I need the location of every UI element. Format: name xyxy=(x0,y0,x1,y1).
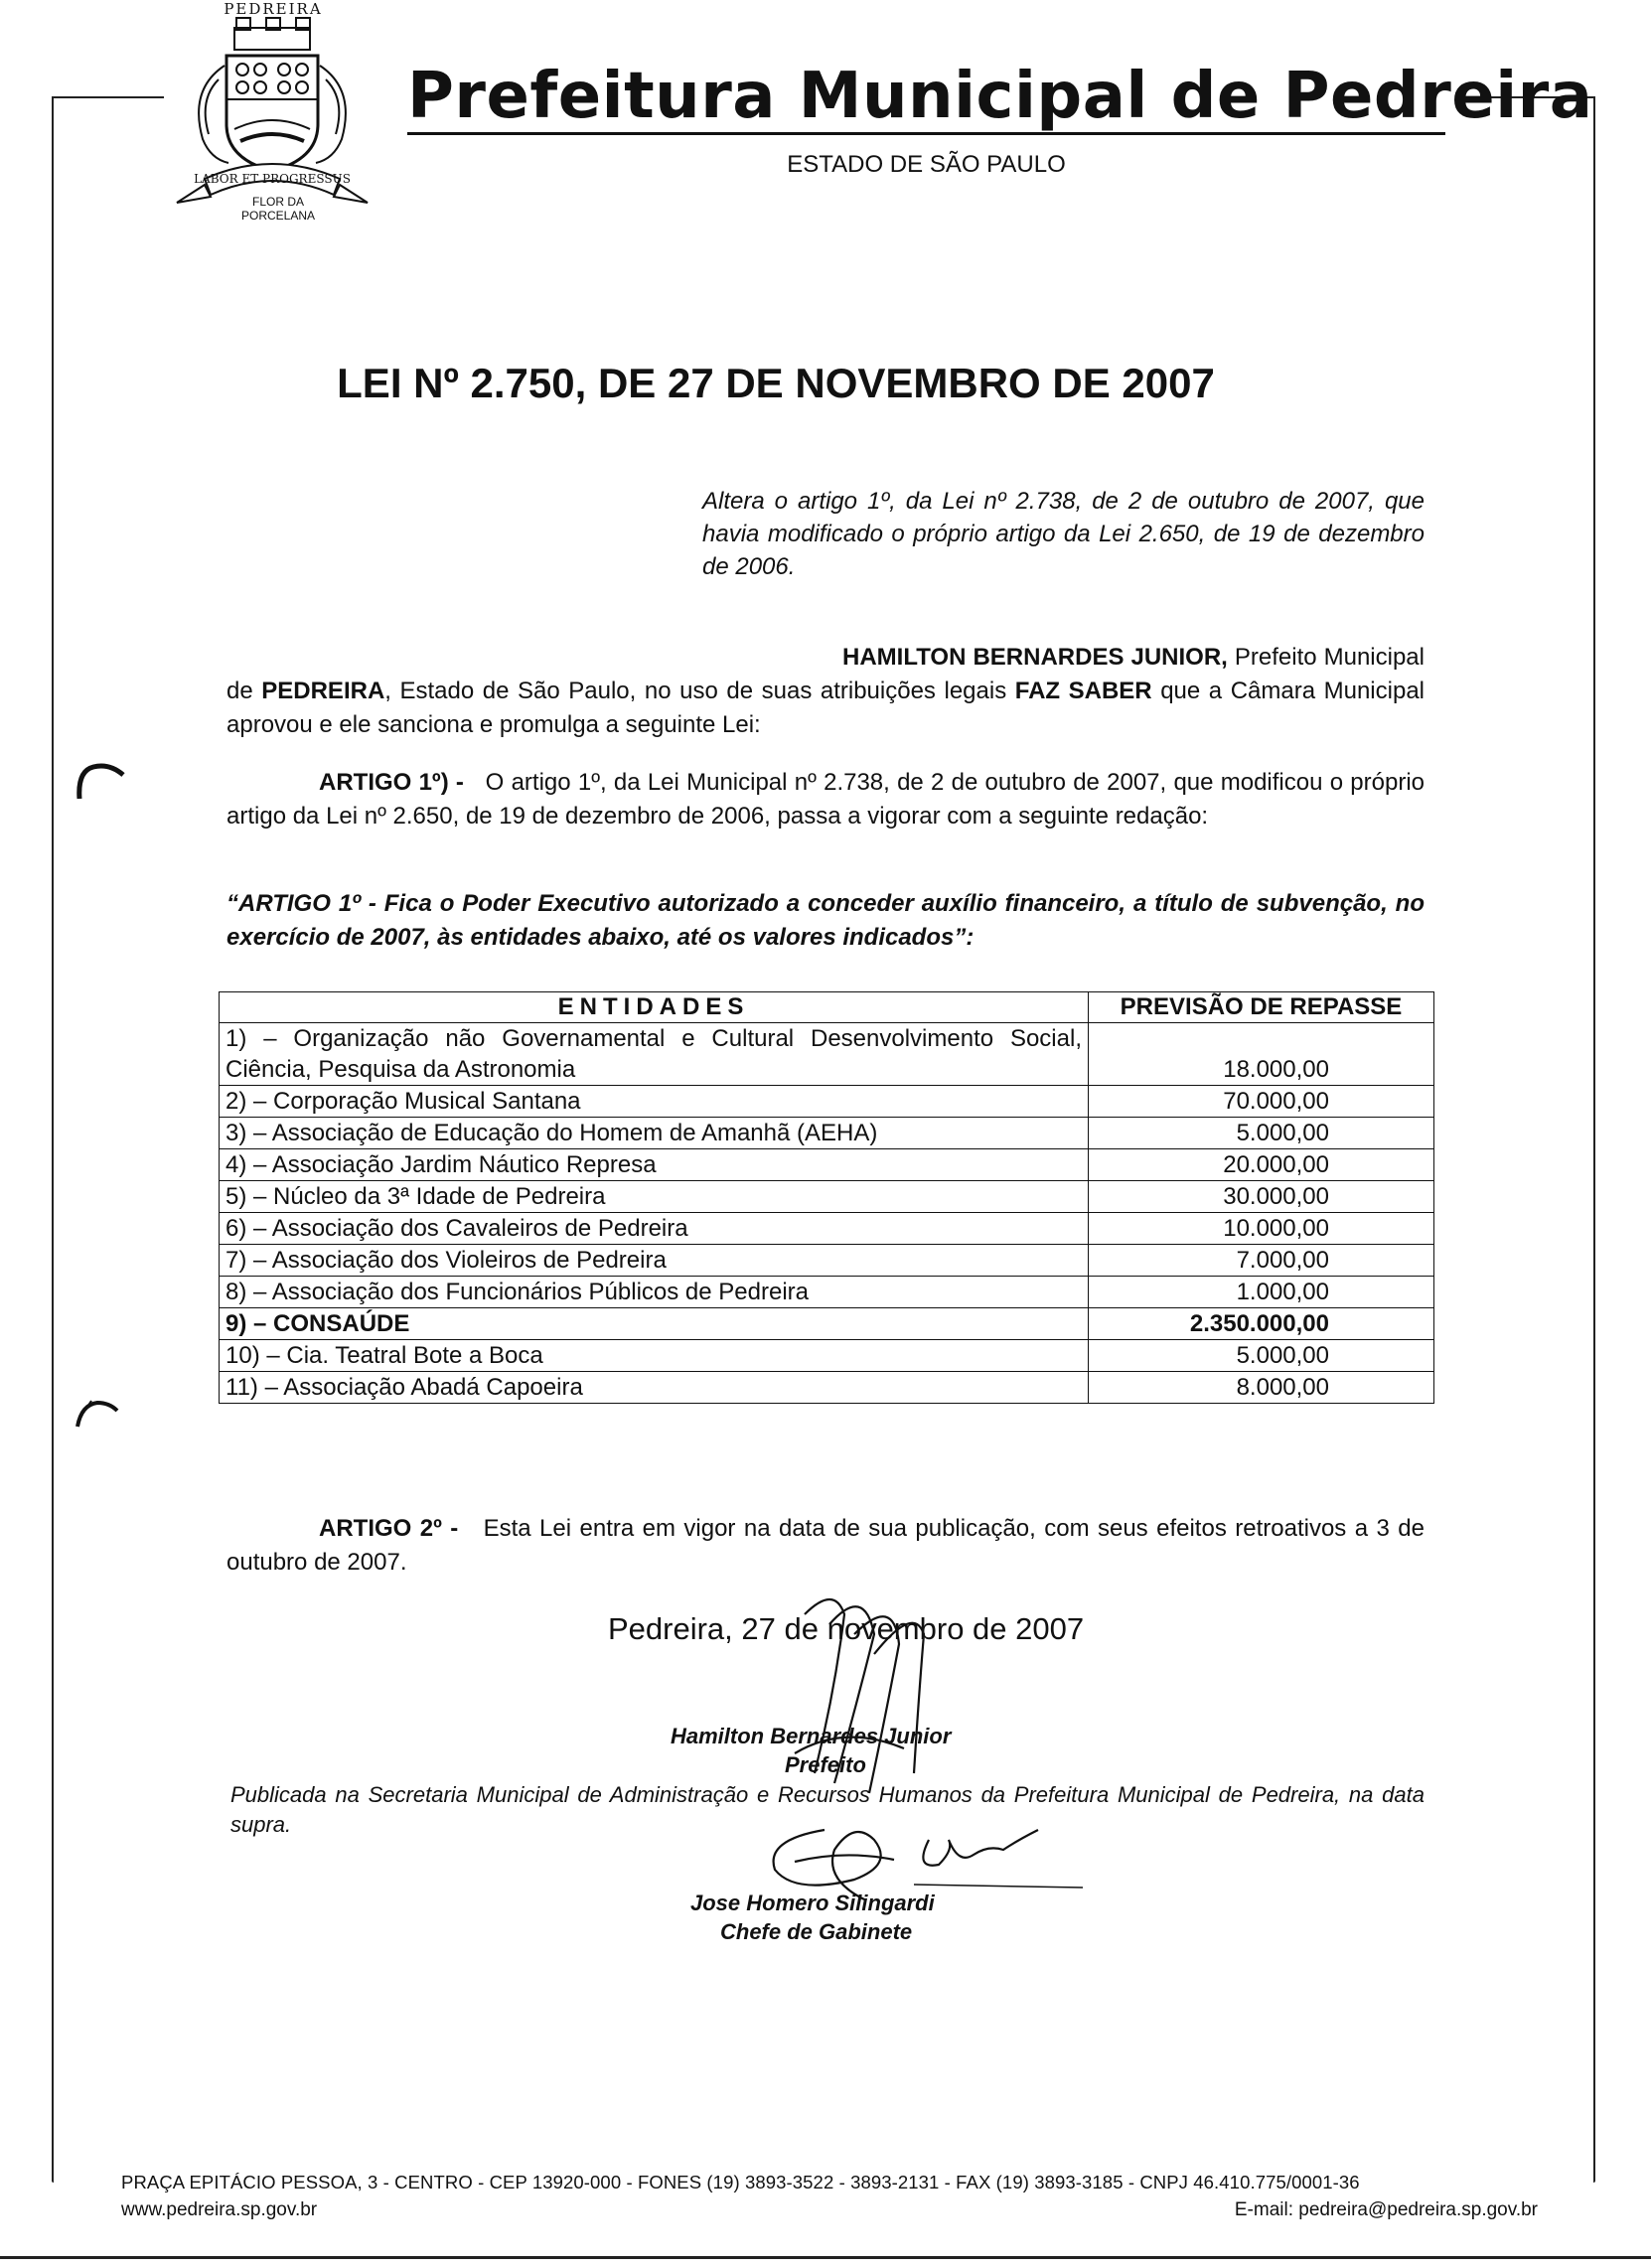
value-cell: 20.000,00 xyxy=(1089,1149,1434,1181)
entity-cell: 1) – Organização não Governamental e Cultural Desenvolvimento Social, Ciência, Pesquisa da Astronomia xyxy=(220,1023,1089,1086)
footer-email[interactable]: E-mail: pedreira@pedreira.sp.gov.br xyxy=(1234,2199,1538,2220)
header-rule xyxy=(407,132,1445,135)
artigo1-text: O artigo 1º, da Lei Municipal nº 2.738, de 2 de outubro de 2007, que modificou o próprio artigo da Lei nº 2.650, de 19 de dezembro de 2006, passa a vigorar com a seguinte redação: xyxy=(226,769,1425,830)
frame-left-line xyxy=(52,96,54,2183)
preamble-paragraph xyxy=(226,641,1425,742)
entity-cell: 2) – Corporação Musical Santana xyxy=(220,1086,1089,1118)
table-row xyxy=(220,1308,1434,1340)
artigo2-label: ARTIGO 2º - xyxy=(319,1515,459,1542)
artigo1-quote: “ARTIGO 1º - Fica o Poder Executivo autorizado a conceder auxílio financeiro, a título de subvenção, no exercício de 2007, às entidades abaixo, até os valores indicados”: xyxy=(226,890,1425,951)
table-row xyxy=(220,1086,1434,1118)
artigo2-paragraph xyxy=(226,1512,1425,1580)
table-row xyxy=(220,1372,1434,1404)
header-subtitle: ESTADO DE SÃO PAULO xyxy=(787,151,1066,178)
value-cell: 5.000,00 xyxy=(1089,1340,1434,1372)
header-title: Prefeitura Municipal de Pedreira xyxy=(407,60,1593,133)
table-row xyxy=(220,1245,1434,1277)
table-header-entity: ENTIDADES xyxy=(220,992,1089,1023)
publication-note: Publicada na Secretaria Municipal de Administração e Recursos Humanos da Prefeitura Municipal de Pedreira, na data supra. xyxy=(230,1782,1425,1837)
preamble-text-3: que a Câmara Municipal aprovou e ele sanciona e promulga a seguinte Lei: xyxy=(226,678,1425,738)
table-row xyxy=(220,1340,1434,1372)
artigo1-label: ARTIGO 1º) - xyxy=(319,769,464,796)
preamble-text-2: , Estado de São Paulo, no uso de suas atribuições legais xyxy=(384,678,1015,704)
artigo2-text: Esta Lei entra em vigor na data de sua publicação, com seus efeitos retroativos a 3 de outubro de 2007. xyxy=(226,1515,1425,1576)
mayor-name: HAMILTON BERNARDES JUNIOR, xyxy=(842,644,1228,671)
entities-table xyxy=(219,991,1434,1404)
law-ementa: Altera o artigo 1º, da Lei nº 2.738, de 2 de outubro de 2007, que havia modificado o próprio artigo da Lei 2.650, de 19 de dezembro de 2006. xyxy=(702,488,1425,580)
table-row xyxy=(220,1023,1434,1086)
entity-cell: 7) – Associação dos Violeiros de Pedreira xyxy=(220,1245,1089,1277)
entity-cell: 8) – Associação dos Funcionários Públicos de Pedreira xyxy=(220,1277,1089,1308)
value-cell: 18.000,00 xyxy=(1089,1023,1434,1086)
table-row xyxy=(220,1181,1434,1213)
value-cell: 8.000,00 xyxy=(1089,1372,1434,1404)
place-date: Pedreira, 27 de novembro de 2007 xyxy=(608,1611,1085,1646)
city-name: PEDREIRA xyxy=(261,678,385,704)
signature1-role: Prefeito xyxy=(785,1752,866,1777)
frame-right-line xyxy=(1593,96,1595,2183)
table-header-value: PREVISÃO DE REPASSE xyxy=(1089,992,1434,1023)
signature2-name: Jose Homero Silingardi xyxy=(690,1890,935,1915)
frame-top-left-line xyxy=(52,96,164,98)
crest-motto: LABOR ET PROGRESSUS xyxy=(194,172,351,186)
entity-cell: 4) – Associação Jardim Náutico Represa xyxy=(220,1149,1089,1181)
law-title: LEI Nº 2.750, DE 27 DE NOVEMBRO DE 2007 xyxy=(337,360,1215,406)
footer-website[interactable]: www.pedreira.sp.gov.br xyxy=(121,2199,318,2220)
value-cell: 70.000,00 xyxy=(1089,1086,1434,1118)
table-row xyxy=(220,1118,1434,1149)
crest-bottom-text: FLOR DA PORCELANA xyxy=(240,195,316,223)
scan-mark-icon-2 xyxy=(72,1393,121,1433)
crest-top-text: PEDREIRA xyxy=(224,0,323,18)
faz-saber: FAZ SABER xyxy=(1014,678,1152,704)
table-row xyxy=(220,1149,1434,1181)
table-header-row xyxy=(220,992,1434,1023)
entity-cell: 6) – Associação dos Cavaleiros de Pedreira xyxy=(220,1213,1089,1245)
preamble-text-1: Prefeito Municipal de xyxy=(226,644,1425,704)
entity-cell: 9) – CONSAÚDE xyxy=(220,1308,1089,1340)
signature2-role: Chefe de Gabinete xyxy=(720,1919,913,1944)
value-cell: 30.000,00 xyxy=(1089,1181,1434,1213)
table-row xyxy=(220,1277,1434,1308)
artigo1-paragraph xyxy=(226,766,1425,833)
value-cell: 1.000,00 xyxy=(1089,1277,1434,1308)
footer-address: PRAÇA EPITÁCIO PESSOA, 3 - CENTRO - CEP 13920-000 - FONES (19) 3893-3522 - 3893-2131 - FAX (19) 3893-3185 - CNPJ 46.410.775/0001-36 xyxy=(121,2172,1360,2192)
value-cell: 5.000,00 xyxy=(1089,1118,1434,1149)
value-cell: 7.000,00 xyxy=(1089,1245,1434,1277)
value-cell: 10.000,00 xyxy=(1089,1213,1434,1245)
entity-cell: 3) – Associação de Educação do Homem de Amanhã (AEHA) xyxy=(220,1118,1089,1149)
value-cell: 2.350.000,00 xyxy=(1089,1308,1434,1340)
table-row xyxy=(220,1213,1434,1245)
frame-bottom-line xyxy=(0,2256,1651,2259)
entity-cell: 5) – Núcleo da 3ª Idade de Pedreira xyxy=(220,1181,1089,1213)
signature1-name: Hamilton Bernardes Junior xyxy=(671,1724,952,1748)
entity-cell: 10) – Cia. Teatral Bote a Boca xyxy=(220,1340,1089,1372)
scan-mark-icon xyxy=(74,761,129,801)
entity-cell: 11) – Associação Abadá Capoeira xyxy=(220,1372,1089,1404)
